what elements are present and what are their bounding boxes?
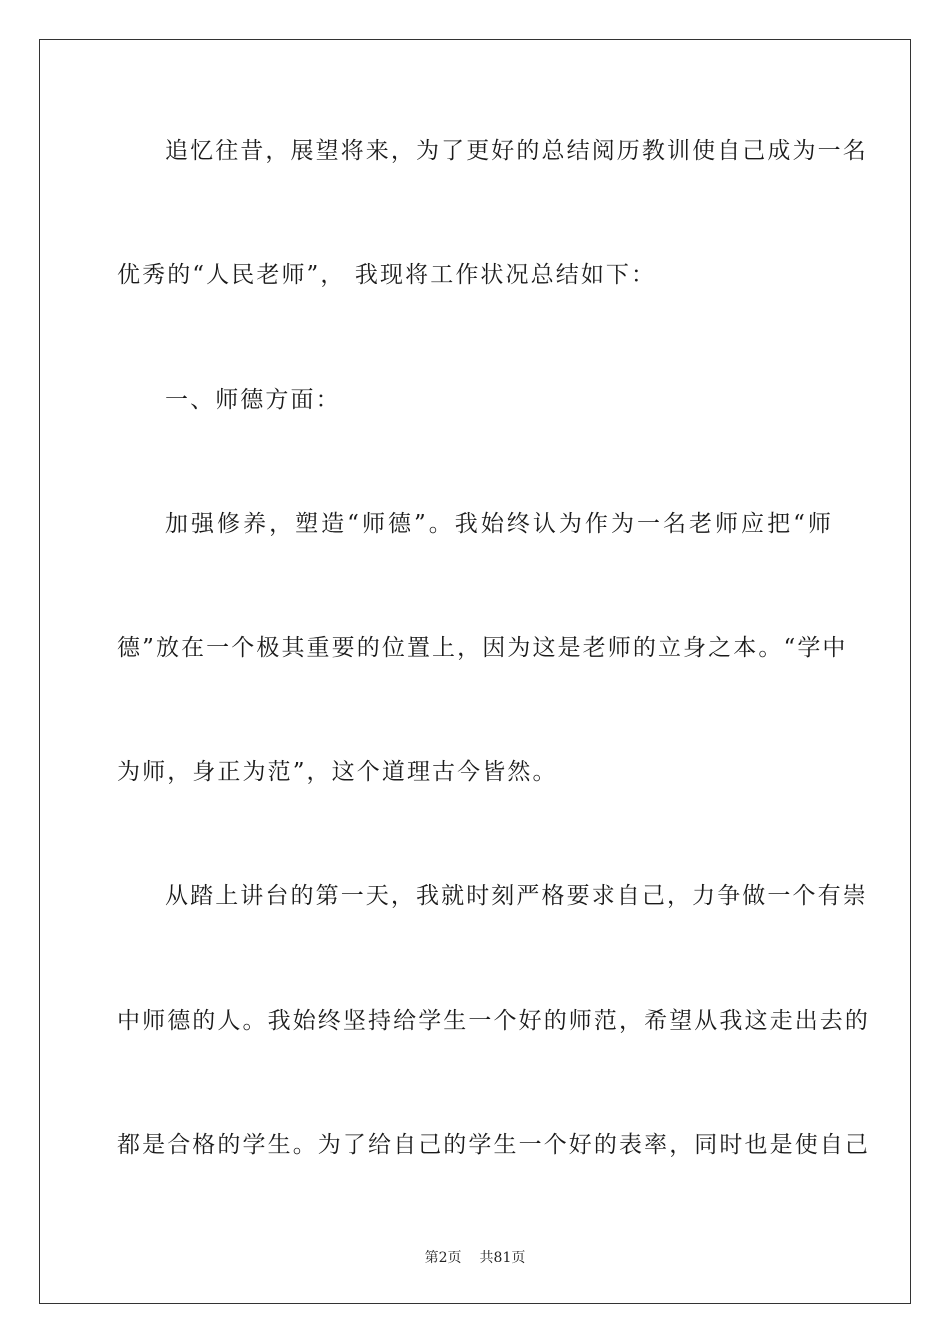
paragraph-line: 追忆往昔，展望将来，为了更好的总结阅历教训使自己成为一名 — [165, 138, 868, 164]
paragraph-line: 加强修养，塑造“师德”。我始终认为作为一名老师应把“师 — [165, 511, 833, 537]
paragraph-line: 中师德的人。我始终坚持给学生一个好的师范，希望从我这走出去的 — [117, 1008, 870, 1034]
page-footer — [0, 1247, 950, 1267]
paragraph-line: 从踏上讲台的第一天，我就时刻严格要求自己，力争做一个有崇 — [165, 883, 868, 909]
total-pages: 共81页 — [479, 1250, 526, 1266]
page-border — [39, 39, 911, 1304]
paragraph-line: 都是合格的学生。为了给自己的学生一个好的表率，同时也是使自己 — [117, 1132, 870, 1158]
section-heading: 一、师德方面： — [165, 387, 341, 413]
paragraph-line: 为师，身正为范”，这个道理古今皆然。 — [117, 759, 558, 785]
paragraph-line: 优秀的“人民老师”， 我现将工作状况总结如下： — [117, 262, 657, 288]
page-number: 第2页 — [424, 1250, 462, 1266]
paragraph-line: 德”放在一个极其重要的位置上，因为这是老师的立身之本。“学中 — [117, 635, 848, 661]
